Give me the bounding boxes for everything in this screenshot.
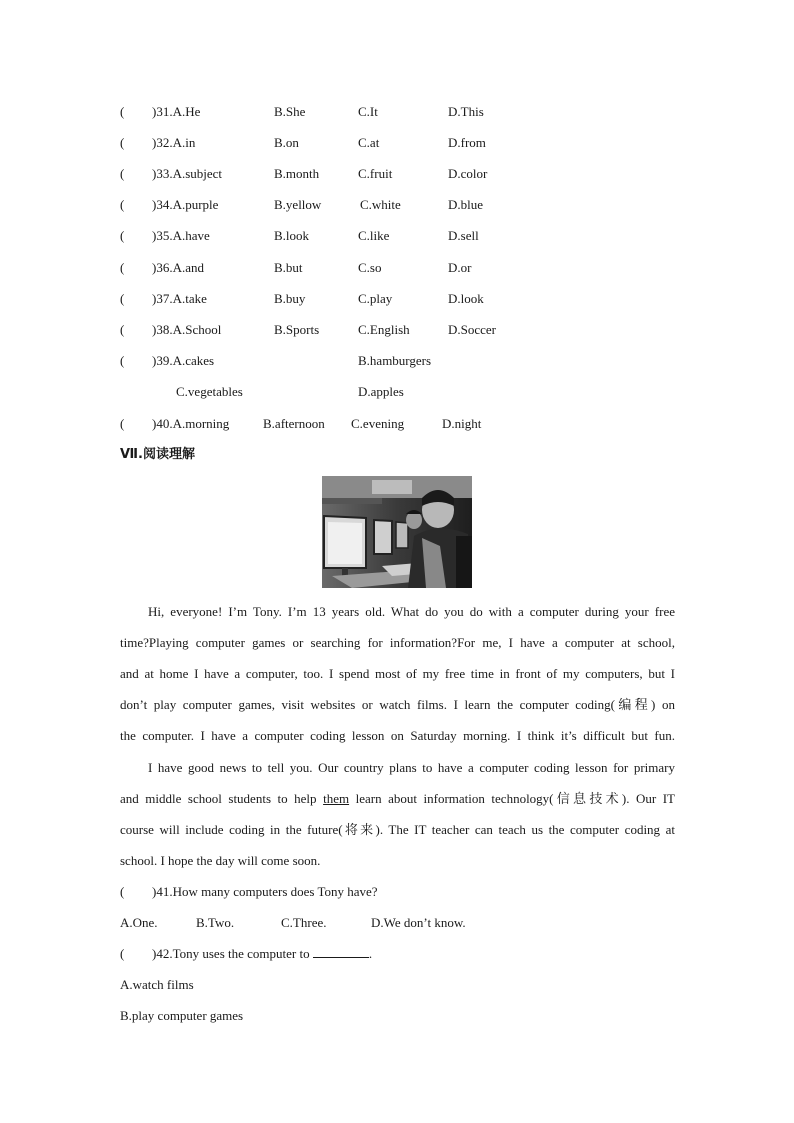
option-c: C.It bbox=[358, 104, 378, 119]
text-segment: learn about information technology(信息技术). Our IT bbox=[349, 791, 675, 806]
stem-text: )42.Tony uses the computer to bbox=[152, 946, 310, 961]
option-d: D.apples bbox=[358, 384, 404, 399]
option-d: D.blue bbox=[448, 197, 484, 212]
passage-line: and at home I have a computer, too. I spend most of my free time in front of my computers, but I bbox=[120, 666, 675, 681]
answer-paren: ( bbox=[120, 322, 125, 337]
option-b: B.look bbox=[274, 228, 310, 243]
passage-line bbox=[120, 783, 675, 814]
option-a: )35.A.have bbox=[152, 228, 210, 243]
passage-line: don’t play computer games, visit websites or watch films. I learn the computer coding(编程) on bbox=[120, 697, 675, 712]
answer-paren: ( bbox=[120, 135, 125, 150]
option-c: C.so bbox=[358, 260, 382, 275]
passage-line: Hi, everyone! I’m Tony. I’m 13 years old. What do you do with a computer during your free bbox=[148, 604, 675, 619]
option-d: D.color bbox=[448, 166, 488, 181]
underlined-word: them bbox=[323, 791, 350, 806]
option-b: B.afternoon bbox=[263, 416, 325, 431]
option-d: D.from bbox=[448, 135, 486, 150]
option-c: C.English bbox=[358, 322, 410, 337]
option-c: C.at bbox=[358, 135, 380, 150]
text-segment: and middle school students to help bbox=[120, 791, 324, 806]
answer-paren: ( bbox=[120, 291, 125, 306]
option-c: C.evening bbox=[351, 416, 405, 431]
answer-paren: ( bbox=[120, 416, 125, 431]
answer-paren: ( bbox=[120, 946, 125, 961]
option-a: )32.A.in bbox=[152, 135, 196, 150]
option-c: C.vegetables bbox=[176, 384, 243, 399]
option-c: C.Three. bbox=[281, 915, 327, 930]
section-heading: Ⅶ.阅读理解 bbox=[120, 447, 195, 462]
answer-paren: ( bbox=[120, 228, 125, 243]
answer-paren: ( bbox=[120, 260, 125, 275]
answer-paren: ( bbox=[120, 166, 125, 181]
option-b: B.She bbox=[274, 104, 306, 119]
stem-period: . bbox=[368, 946, 373, 961]
answer-paren: ( bbox=[120, 197, 125, 212]
passage-line: school. I hope the day will come soon. bbox=[120, 853, 321, 868]
answer-paren: ( bbox=[120, 353, 125, 368]
option-a: )36.A.and bbox=[152, 260, 204, 275]
option-c: C.like bbox=[358, 228, 390, 243]
option-a: )34.A.purple bbox=[152, 197, 219, 212]
option-b: B.yellow bbox=[274, 197, 322, 212]
option-c: C.fruit bbox=[358, 166, 393, 181]
passage-photo bbox=[322, 476, 472, 588]
option-a: )40.A.morning bbox=[152, 416, 230, 431]
option-c: C.play bbox=[358, 291, 393, 306]
passage-line: the computer. I have a computer coding lesson on Saturday morning. I think it’s difficult but fun. bbox=[120, 728, 675, 743]
option-d: D.look bbox=[448, 291, 484, 306]
option-d: D.Soccer bbox=[448, 322, 497, 337]
option-d: D.This bbox=[448, 104, 484, 119]
question-stem bbox=[152, 946, 372, 962]
option-b: B.play computer games bbox=[120, 1008, 244, 1023]
option-d: D.or bbox=[448, 260, 472, 275]
question-stem: )41.How many computers does Tony have? bbox=[152, 884, 378, 899]
option-a: )33.A.subject bbox=[152, 166, 223, 181]
option-d: D.sell bbox=[448, 228, 479, 243]
option-a: )39.A.cakes bbox=[152, 353, 215, 368]
option-a: )37.A.take bbox=[152, 291, 207, 306]
answer-paren: ( bbox=[120, 104, 125, 119]
option-a: A.watch films bbox=[120, 977, 194, 992]
answer-blank[interactable] bbox=[313, 946, 369, 958]
option-b: B.Sports bbox=[274, 322, 320, 337]
option-c: C.white bbox=[360, 197, 401, 212]
option-a: )38.A.School bbox=[152, 322, 222, 337]
option-b: B.month bbox=[274, 166, 320, 181]
passage-line: I have good news to tell you. Our country plans to have a computer coding lesson for primary bbox=[148, 760, 675, 775]
passage-line: course will include coding in the future(将来). The IT teacher can teach us the computer coding at bbox=[120, 822, 675, 837]
option-d: D.night bbox=[442, 416, 482, 431]
option-b: B.but bbox=[274, 260, 303, 275]
option-a: )31.A.He bbox=[152, 104, 201, 119]
answer-paren: ( bbox=[120, 884, 125, 899]
option-d: D.We don’t know. bbox=[371, 915, 466, 930]
option-b: B.buy bbox=[274, 291, 306, 306]
passage-line: time?Playing computer games or searching for information?For me, I have a computer at school, bbox=[120, 635, 675, 650]
option-b: B.on bbox=[274, 135, 299, 150]
option-b: B.Two. bbox=[196, 915, 235, 930]
boy-at-computer-image bbox=[322, 476, 472, 588]
option-b: B.hamburgers bbox=[358, 353, 432, 368]
option-a: A.One. bbox=[120, 915, 158, 930]
